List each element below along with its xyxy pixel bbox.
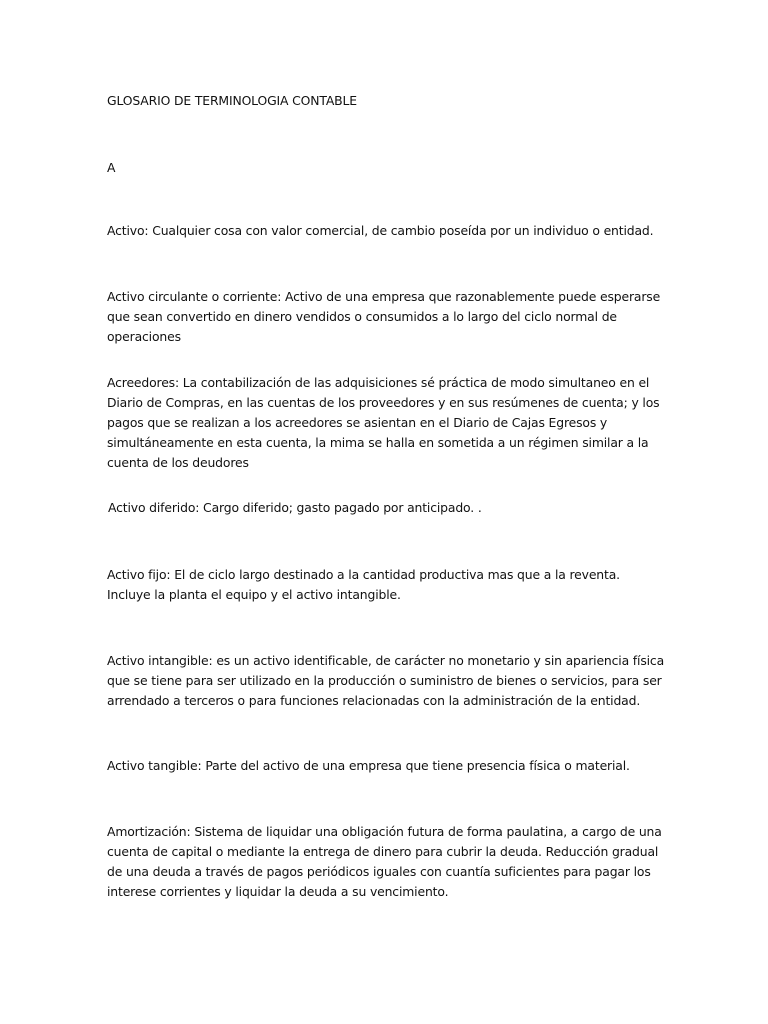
document-title: GLOSARIO DE TERMINOLOGIA CONTABLE [107,93,357,108]
glossary-entry-activo-intangible: Activo intangible: es un activo identificable, de carácter no monetario y sin apariencia física que se tiene para ser utilizado en la producción o suministro de bienes o servicios, para ser arrendado a terceros o para funciones relacionadas con la administración de la entidad. [107,653,665,708]
glossary-entry-activo-circulante: Activo circulante o corriente: Activo de una empresa que razonablemente puede esperarse que sean convertido en dinero vendidos o consumidos a lo largo del ciclo normal de operaciones [107,289,661,344]
glossary-entry-acreedores: Acreedores: La contabilización de las adquisiciones sé práctica de modo simultaneo en el Diario de Compras, en las cuentas de los proveedores y en sus resúmenes de cuenta; y los pagos que se realizan a los acreedores se asientan en el Diario de Cajas Egresos y simultáneamente en esta cuenta, la mima se halla en sometida a un régimen similar a la cuenta de los deudores [107,375,660,470]
glossary-entry-activo-diferido: Activo diferido: Cargo diferido; gasto pagado por anticipado. . [108,500,482,515]
section-letter: A [107,160,116,175]
glossary-entry-activo-fijo: Activo fijo: El de ciclo largo destinado a la cantidad productiva mas que a la reventa. Incluye la planta el equipo y el activo intangible. [107,567,620,602]
glossary-entry-amortizacion: Amortización: Sistema de liquidar una obligación futura de forma paulatina, a cargo de una cuenta de capital o mediante la entrega de dinero para cubrir la deuda. Reducción gradual de una deuda a través de pagos periódicos iguales con cuantía suficientes para pagar los interese corrientes y liquidar la deuda a su vencimiento. [107,824,662,899]
glossary-entry-activo-tangible: Activo tangible: Parte del activo de una empresa que tiene presencia física o material. [107,758,630,773]
glossary-entry-activo: Activo: Cualquier cosa con valor comercial, de cambio poseída por un individuo o entidad. [107,223,654,238]
